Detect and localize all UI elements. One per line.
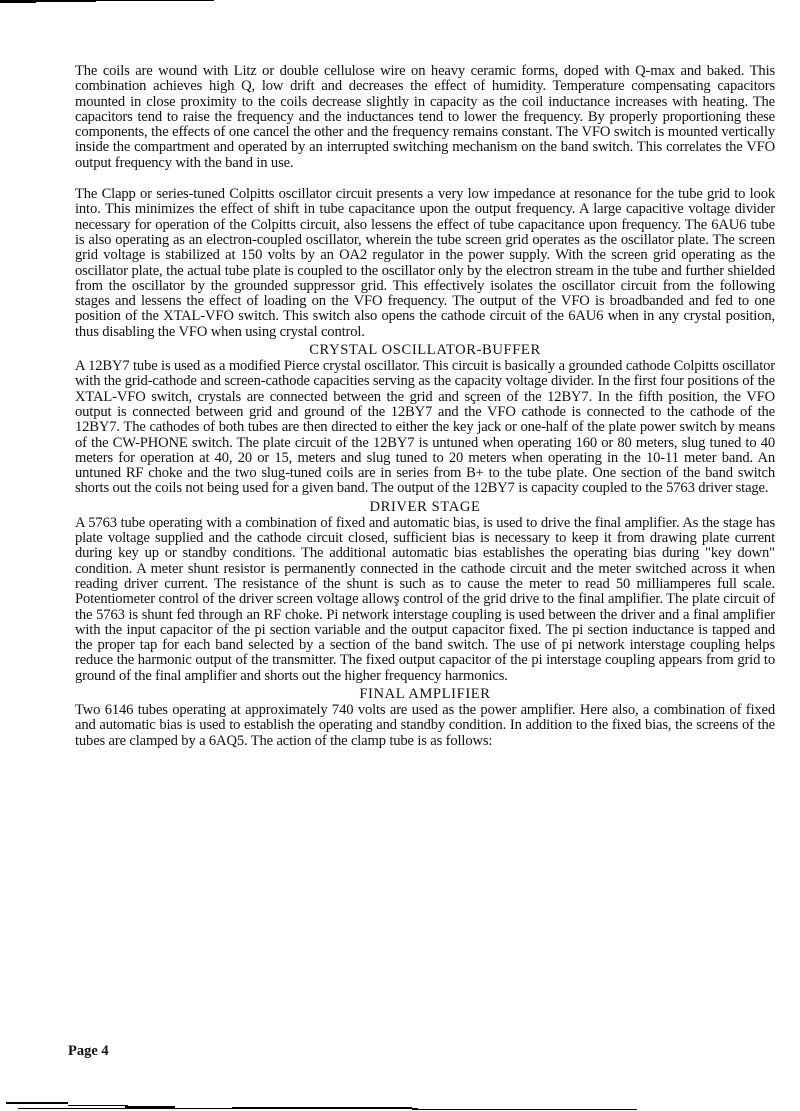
paragraph-clapp-oscillator: The Clapp or series-tuned Colpitts oscillator circuit presents a very low impedance at resonance for the tube grid to look into. This minimizes the effect of shift in tube capacitance upon the output frequency. A large capacitive voltage divider necessary for operation of the Colpitts circuit, also lessens the effect of tube capacitance upon frequency. The 6AU6 tube is also operating as an electron-coupled oscillator, wherein the tube screen grid operates as the oscillator plate. The screen grid voltage is stabilized at 150 volts by an OA2 regulator in the power supply. With the screen grid operating as the oscillator plate, the actual tube plate is coupled to the oscillator only by the electron stream in the tube and further shielded from the oscillator by the grounded suppressor grid. This effectively isolates the oscillator circuit from the following stages and lessens the effect of loading on the VFO frequency. The output of the VFO is broadbanded and fed to one position of the XTAL-VFO switch. This switch also opens the cathode circuit of the 6AU6 when in any crystal position, thus disabling the VFO when using crystal control. bbox=[75, 186, 775, 340]
section-body: Two 6146 tubes operating at approximately 740 volts are used as the power amplifier. Here also, a combination of fixed and automatic bias is used to establish the operating and standby condition. In addition to the fixed bias, the screens of the tubes are clamped by a 6AQ5. The action of the clamp tube is as follows: bbox=[75, 701, 775, 749]
scan-edge-line bbox=[0, 0, 36, 3]
scan-edge-line bbox=[412, 1109, 637, 1110]
document-page bbox=[75, 64, 775, 749]
scan-edge-line bbox=[68, 1105, 128, 1106]
scan-edge-line bbox=[232, 1107, 412, 1109]
scan-edge-line bbox=[125, 1106, 175, 1108]
section-final-amplifier bbox=[75, 686, 775, 749]
section-heading: FINAL AMPLIFIER bbox=[359, 685, 491, 702]
scan-edge-line bbox=[96, 0, 214, 1]
section-body: A 5763 tube operating with a combination of fixed and automatic bias, is used to drive the final amplifier. As the stage has plate voltage supplied and the cathode circuit closed, sufficient bias is necessary to keep it from drawing plate current during key up or standby conditions. The additional automatic bias establishes the operating bias during "key down" condition. A meter shunt resistor is permanently connected in the cathode circuit and the meter switched across it when reading driver current. The resistance of the shunt is such as to cause the meter to read 50 milliamperes full scale. Potentiometer control of the driver screen voltage allowş control of the grid drive to the final amplifier. The plate circuit of the 5763 is shunt fed through an RF choke. Pi network interstage coupling is used between the driver and a final amplifier with the input capacitor of the pi section variable and the output capacitor fixed. The pi section inductance is tapped and the proper tap for each band selected by a section of the band switch. The use of pi network interstage coupling helps reduce the harmonic output of the transmitter. The fixed output capacitor of the pi interstage coupling appears from grid to ground of the final amplifier and shorts out the higher frequency harmonics. bbox=[75, 514, 775, 684]
section-driver-stage bbox=[75, 499, 775, 684]
scan-edge-line bbox=[36, 0, 96, 2]
section-heading: CRYSTAL OSCILLATOR-BUFFER bbox=[309, 342, 541, 359]
page-number: Page 4 bbox=[68, 1043, 109, 1059]
section-heading: DRIVER STAGE bbox=[369, 498, 481, 515]
scan-edge-line bbox=[6, 1102, 68, 1104]
paragraph-coil-construction: The coils are wound with Litz or double cellulose wire on heavy ceramic forms, doped with Q-max and baked. This combination achieves high Q, low drift and decreases the effect of humidity. Temperature compensating capacitors mounted in close proximity to the coils decrease slightly in capacity as the coil inductance increases with heating. The capacitors tend to raise the frequency and the inductances tend to lower the frequency. By properly proportioning these components, the effects of one cancel the other and the frequency remains constant. The VFO switch is mounted vertically inside the compartment and operated by an interrupted switching mechanism on the band switch. This correlates the VFO output frequency with the band in use. bbox=[75, 63, 775, 171]
section-crystal-oscillator-buffer bbox=[75, 342, 775, 497]
section-body: A 12BY7 tube is used as a modified Pierce crystal oscillator. This circuit is basically a grounded cathode Colpitts oscillator with the grid-cathode and screen-cathode capacities serving as the capacity voltage divider. In the first four positions of the XTAL-VFO switch, crystals are connected between the grid and sçreen of the 12BY7. In the fifth position, the VFO output is connected between grid and ground of the 12BY7 and the VFO cathode is connected to the cathode of the 12BY7. The cathodes of both tubes are then directed to either the key jack or one-half of the plate power switch by means of the CW-PHONE switch. The plate circuit of the 12BY7 is untuned when operating 160 or 80 meters, slug tuned to 40 meters for operation at 40, 20 or 15, meters and slug tuned to 20 meters when operating in the 10-11 meter band. An untuned RF choke and the two slug-tuned coils are in series from B+ to the tube plate. One section of the band switch shorts out the coils not being used for a given band. The output of the 12BY7 is capacity coupled to the 5763 driver stage. bbox=[75, 358, 775, 497]
